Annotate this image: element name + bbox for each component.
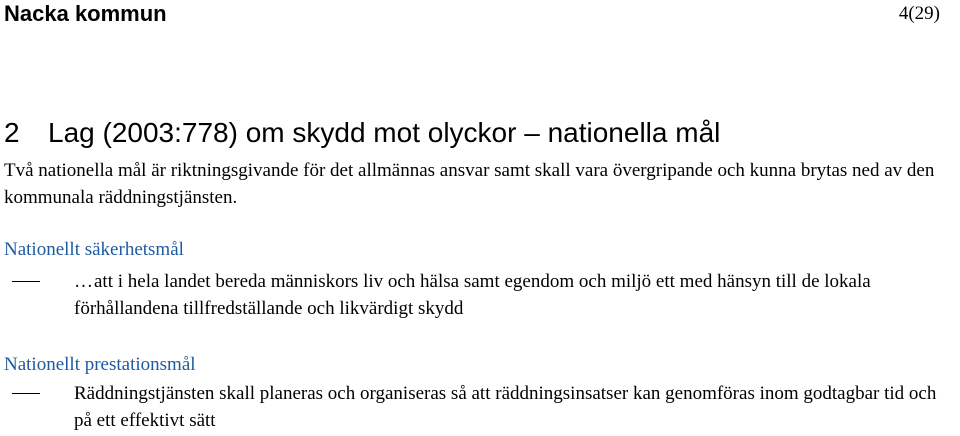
section-title: Lag (2003:778) om skydd mot olyckor – nationella mål (48, 117, 721, 148)
dash-bullet-icon (12, 281, 40, 282)
goal-item-performance (4, 380, 954, 434)
ellipsis-prefix: … (74, 271, 93, 292)
goal-item-safety (4, 268, 954, 322)
goal-text: att i hela landet bereda människors liv och hälsa samt egendom och miljö ett med hänsyn till de lokala förhållandena tillfredställande och likvärdigt skydd (74, 271, 871, 319)
goal-heading-performance: Nationellt prestationsmål (4, 354, 196, 375)
goal-text-performance: Räddningstjänsten skall planeras och organiseras så att räddningsinsatser kan genomföras inom godtagbar tid och på ett effektivt sätt (74, 383, 937, 431)
page-number: 4(29) (898, 3, 940, 24)
section-number: 2 (4, 117, 20, 148)
organization-name: Nacka kommun (4, 1, 167, 26)
goal-heading-safety: Nationellt säkerhetsmål (4, 239, 184, 260)
section-heading (4, 116, 720, 150)
goal-text-safety (74, 268, 958, 322)
intro-paragraph: Två nationella mål är riktningsgivande för det allmännas ansvar samt skall vara övergripande och kunna brytas ned av den kommunala räddningstjänsten. (4, 160, 935, 208)
dash-bullet-icon (12, 393, 40, 394)
